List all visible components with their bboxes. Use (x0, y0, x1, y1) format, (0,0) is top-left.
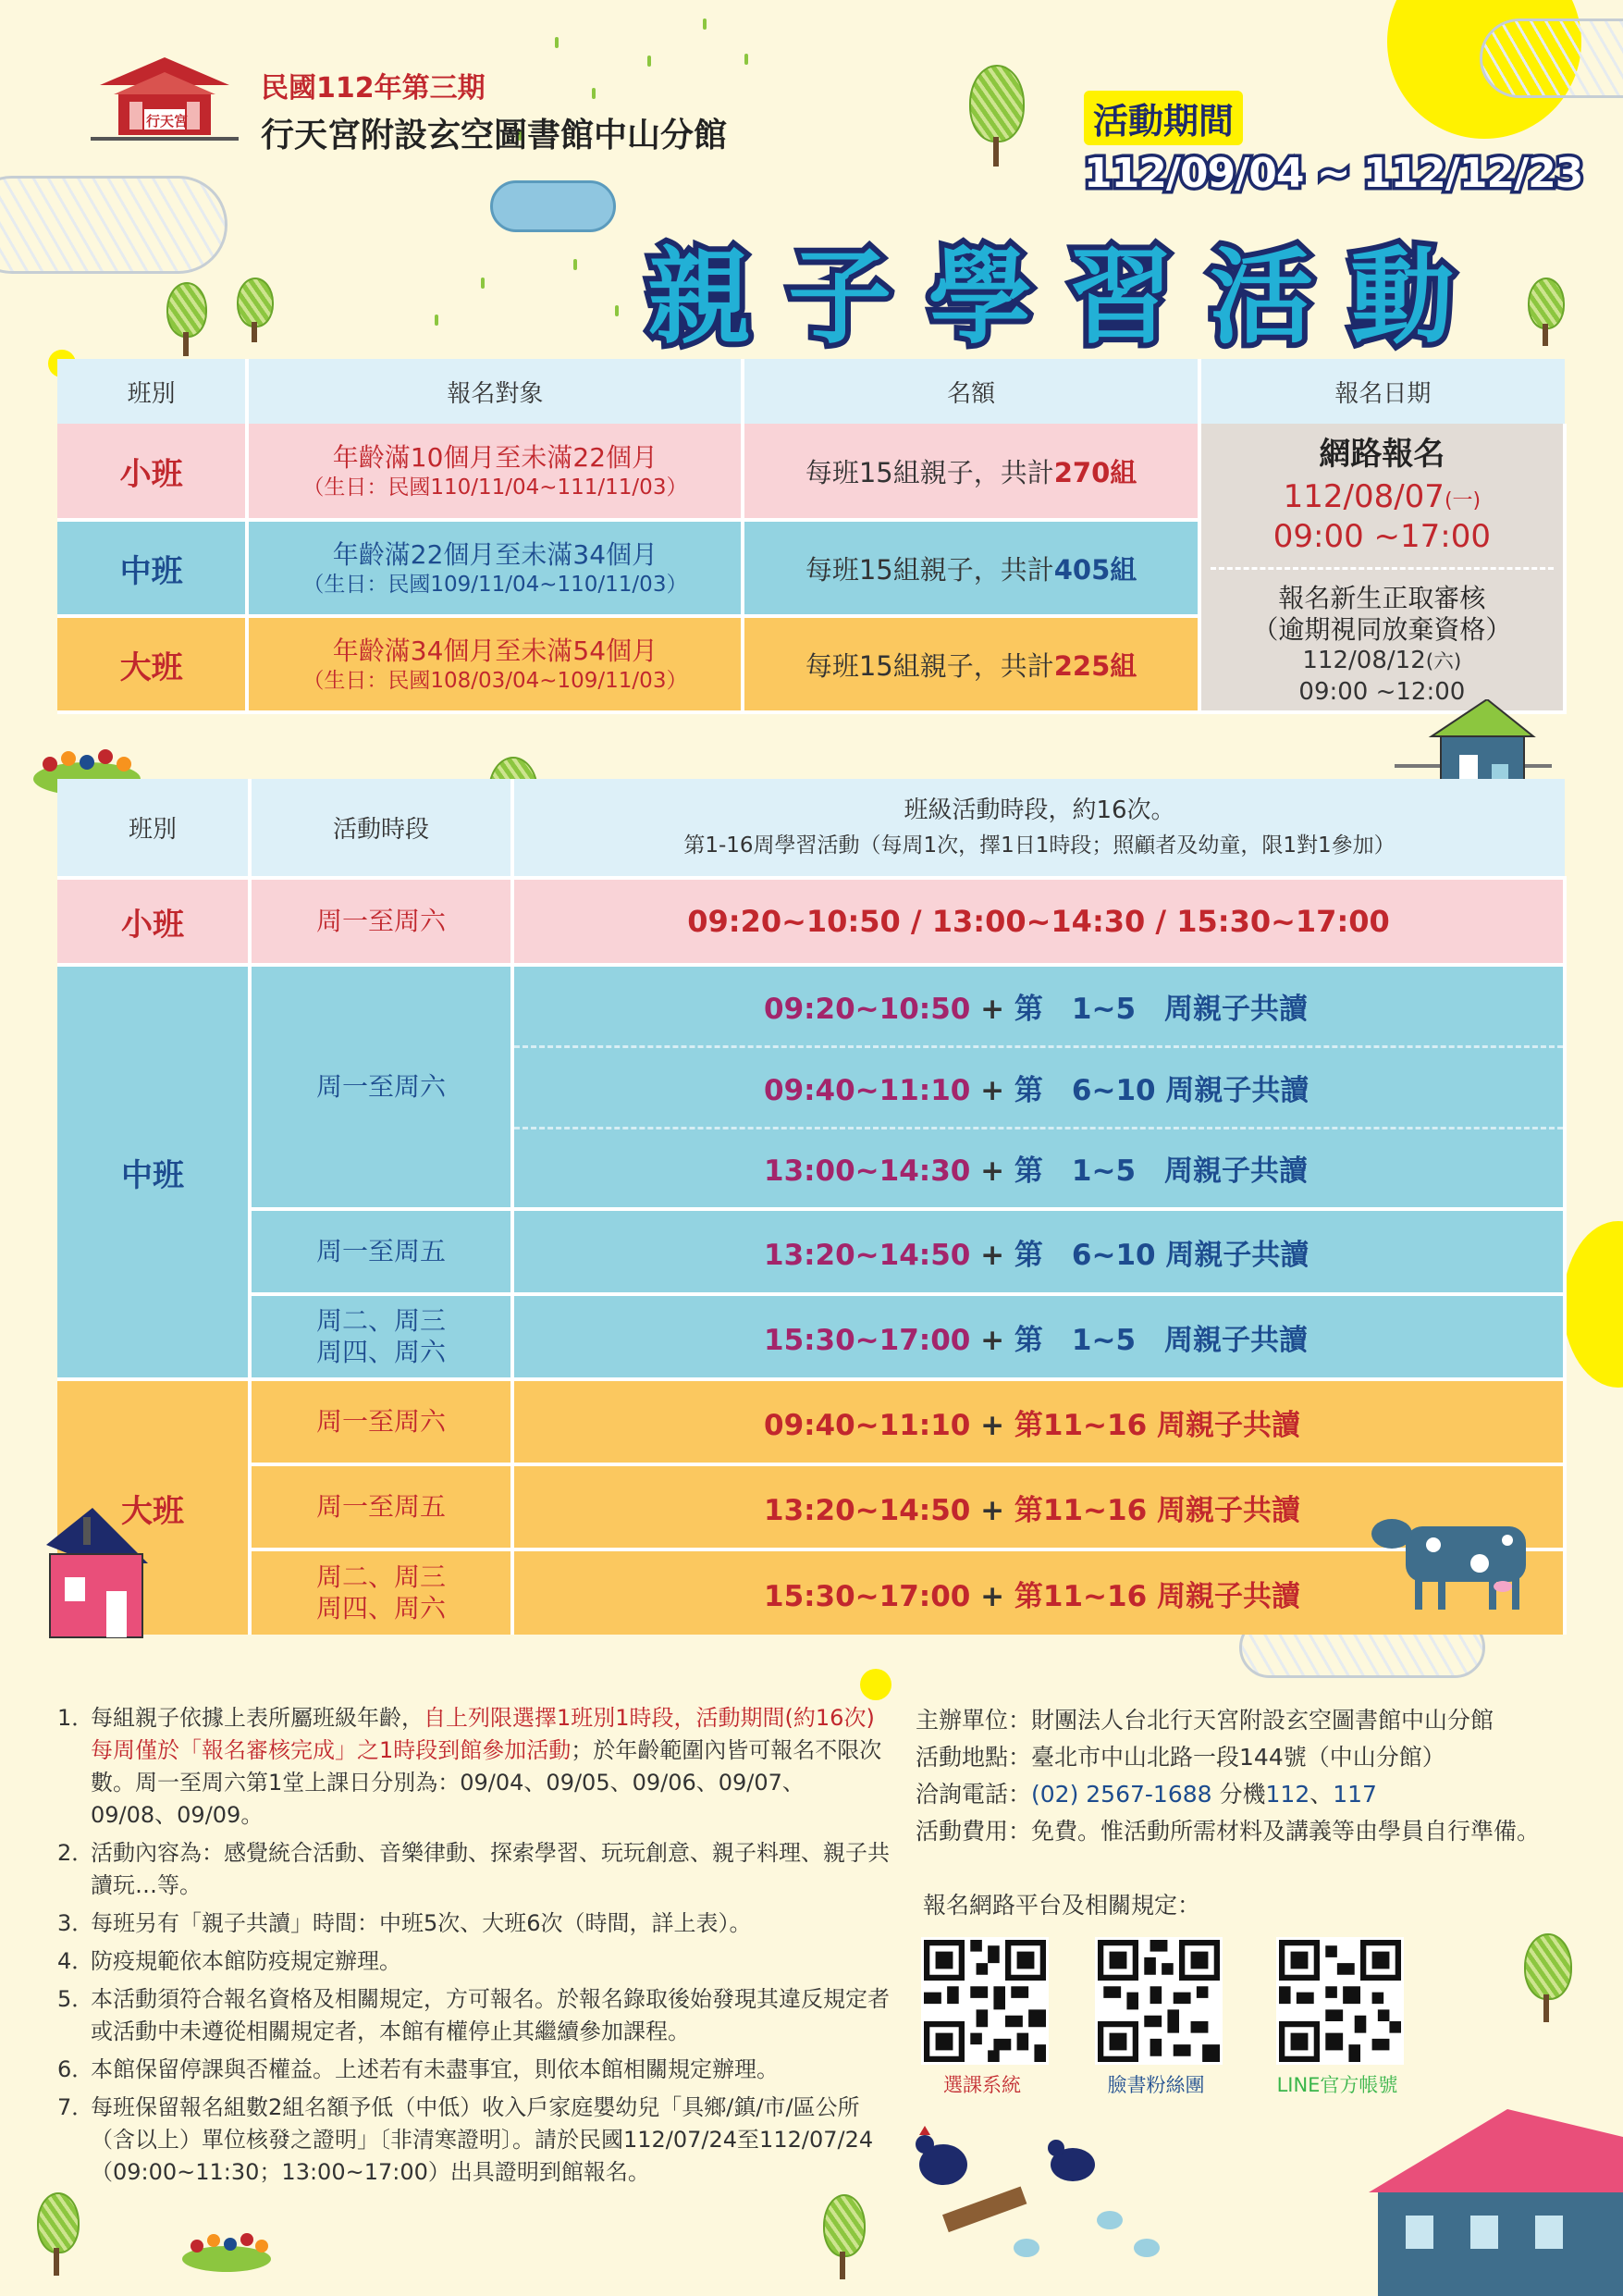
online-day: (一) (1444, 488, 1482, 512)
note-item (57, 1907, 890, 1940)
days: 周一至周六 (250, 1379, 512, 1464)
note-text: 每班保留報名組數2組名額予低（中低）收入戶家庭嬰幼兒「具鄉/鎮/市/區公所（含以上）單位核發之證明」〔非清寒證明〕。請於民國112/07/24至112/07/24（09:00~11:30；13:00~17:00）出具證明到館報名。 (91, 2094, 874, 2185)
days (250, 1294, 512, 1379)
phone (916, 1776, 1581, 1813)
note-text: 本館保留停課與否權益。上述若有未盡事宜，則依本館相關規定辦理。 (91, 2056, 779, 2082)
slot-week: 第11~16 周親子共讀 (1014, 1408, 1300, 1442)
plus: + (980, 1238, 1005, 1272)
table-row (57, 1464, 1565, 1549)
table-row (57, 1209, 1565, 1294)
review-day: (六) (1425, 649, 1462, 673)
review-note: （逾期視同放棄資格） (1252, 613, 1512, 645)
qr-code-course-system[interactable] (921, 1937, 1049, 2065)
days-line2: 周四、周六 (315, 1337, 446, 1367)
tree-decoration (37, 2192, 80, 2276)
qr-label-line: LINE官方帳號 (1276, 2074, 1398, 2096)
library-name: 行天宮附設玄空圖書館中山分館 (261, 116, 728, 154)
note-number: 4． (57, 1948, 94, 1974)
sessions-line2: 第1-16周學習活動（每周1次，擇1日1時段；照顧者及幼童，限1對1參加） (683, 833, 1396, 858)
note-item (57, 1837, 890, 1902)
online-date: 112/08/07 (1283, 477, 1445, 515)
schedule-table (57, 779, 1567, 1635)
slot-week: 第11~16 周親子共讀 (1014, 1493, 1300, 1527)
quota (743, 520, 1199, 616)
flowers-decoration (180, 2228, 273, 2274)
tree-decoration (1528, 278, 1565, 346)
rain-decoration (703, 19, 707, 30)
slot-week: 第 1~5 周親子共讀 (1014, 992, 1309, 1026)
quota-total: 405組 (1053, 553, 1137, 586)
cloud-decoration (1480, 19, 1623, 98)
note-text: 每班另有「親子共讀」時間：中班5次、大班6次（時間，詳上表）。 (91, 1910, 752, 1936)
event-info (916, 1702, 1581, 1850)
class-name: 大班 (57, 1379, 250, 1635)
cloud-decoration (0, 176, 227, 274)
header-target: 報名對象 (247, 359, 743, 424)
chickens-decoration (888, 2109, 1184, 2294)
online-reg-title: 網路報名 (1319, 435, 1445, 473)
slot-time: 09:40~11:10 (764, 1408, 971, 1442)
online-reg-date (1201, 479, 1563, 519)
quota-prefix: 每班15組親子，共計 (805, 456, 1054, 488)
tree-decoration (823, 2194, 866, 2279)
quota-prefix: 每班15組親子，共計 (805, 553, 1054, 586)
slot-time: 09:40~11:10 (764, 1073, 971, 1107)
plus: + (980, 1154, 1005, 1189)
plus: + (980, 992, 1005, 1026)
review-date-value: 112/08/12 (1302, 646, 1426, 674)
table-row (57, 1549, 1565, 1635)
sun-decoration (860, 1669, 891, 1700)
period-issue: 民國112年第三期 (261, 72, 486, 105)
age-range (247, 424, 743, 520)
fee (916, 1813, 1581, 1850)
period-label: 活動期間 (1084, 91, 1243, 145)
slot-time: 13:00~14:30 (764, 1154, 971, 1189)
organizer-label: 主辦單位： (916, 1707, 1032, 1734)
location-value: 臺北市中山北路一段144號（中山分館） (1031, 1744, 1445, 1771)
table-row (57, 1379, 1565, 1464)
cloud-decoration (490, 180, 616, 232)
note-text: 活動內容為：感覺統合活動、音樂律動、探索學習、玩玩創意、親子料理、親子共讀玩…等。 (91, 1840, 890, 1898)
qr-label-course-system: 選課系統 (943, 2074, 1021, 2096)
header-quota: 名額 (743, 359, 1199, 424)
fee-value: 免費。惟活動所需材料及講義等由學員自行準備。 (1031, 1818, 1541, 1845)
age-text: 年齡滿22個月至未滿34個月 (332, 539, 658, 570)
ext2: 117 (1333, 1781, 1377, 1808)
fee-label: 活動費用： (916, 1818, 1032, 1845)
review-title: 報名新生正取審核 (1278, 582, 1486, 613)
slot-week: 第 1~5 周親子共讀 (1014, 1323, 1309, 1357)
organizer (916, 1702, 1581, 1739)
plus: + (980, 1323, 1005, 1357)
tree-decoration (166, 282, 207, 356)
time-slot (512, 1209, 1565, 1294)
phone-number[interactable]: (02) 2567-1688 (1031, 1781, 1212, 1808)
location-label: 活動地點： (916, 1744, 1032, 1771)
table-row (57, 965, 1565, 1046)
review-time: 09:00 ~12:00 (1298, 677, 1466, 706)
quota (743, 616, 1199, 712)
birth-range: （生日：民國108/03/04~109/11/03） (302, 669, 688, 693)
slot-week: 第 6~10 周親子共讀 (1014, 1073, 1309, 1107)
birth-range: （生日：民國110/11/04~111/11/03） (302, 475, 688, 500)
tree-decoration (1524, 1933, 1572, 2022)
slot-time: 15:30~17:00 (764, 1323, 971, 1357)
note-item (57, 1945, 890, 1978)
note-text-a: 每組親子依據上表所屬班級年齡， (91, 1705, 424, 1731)
sessions-line1: 班級活動時段，約16次。 (904, 796, 1175, 824)
rain-decoration (744, 54, 748, 65)
header-reg-date: 報名日期 (1199, 359, 1565, 424)
plus: + (980, 1073, 1005, 1107)
qr-section-title: 報名網路平台及相關規定： (923, 1892, 1201, 1919)
big-house-decoration (1369, 2081, 1623, 2296)
rain-decoration (647, 56, 651, 67)
days: 周一至周五 (250, 1464, 512, 1549)
time-slot (512, 1379, 1565, 1464)
qr-code-facebook[interactable] (1095, 1937, 1223, 2065)
note-number: 1． (57, 1705, 94, 1731)
age-range (247, 616, 743, 712)
temple-logo (91, 48, 239, 152)
note-item (57, 2092, 890, 2189)
days-line2: 周四、周六 (315, 1593, 446, 1623)
slot-time: 15:30~17:00 (764, 1579, 971, 1613)
quota-total: 270組 (1053, 456, 1137, 488)
notes-list (57, 1702, 890, 2194)
time-slot (512, 1294, 1565, 1379)
header-period: 活動時段 (250, 779, 512, 878)
logo-text: 行天宮 (146, 113, 189, 130)
slot-week: 第 1~5 周親子共讀 (1014, 1154, 1309, 1189)
note-number: 7． (57, 2094, 94, 2120)
location (916, 1739, 1581, 1776)
note-text-c: ；於年齡範圍內皆可報名不限次數。周一至周六第1堂上課日分別為：09/04、09/05、09/06、09/07、09/08、09/09。 (91, 1737, 882, 1828)
note-number: 2． (57, 1840, 94, 1866)
note-item (57, 1702, 890, 1832)
quota-prefix: 每班15組親子，共計 (805, 649, 1054, 682)
red-house-decoration (37, 1462, 157, 1647)
rain-decoration (573, 259, 577, 270)
note-item (57, 2054, 890, 2086)
plus: + (980, 1408, 1005, 1442)
cow-decoration (1369, 1499, 1544, 1619)
rain-decoration (481, 278, 485, 289)
header-class: 班別 (57, 359, 247, 424)
time-slot (512, 1128, 1565, 1209)
note-item (57, 1983, 890, 2048)
slot-time: 13:20~14:50 (764, 1238, 971, 1272)
days: 周一至周六 (250, 965, 512, 1209)
slot-week: 第 6~10 周親子共讀 (1014, 1238, 1309, 1272)
table-row (57, 424, 1565, 520)
note-number: 6． (57, 2056, 94, 2082)
quota (743, 424, 1199, 520)
class-name: 大班 (57, 616, 247, 712)
note-text: 防疫規範依本館防疫規定辦理。 (91, 1948, 401, 1974)
table-row (57, 878, 1565, 965)
registration-table (57, 359, 1567, 714)
time-slots: 09:20~10:50 / 13:00~14:30 / 15:30~17:00 (512, 878, 1565, 965)
plus: + (980, 1579, 1005, 1613)
slot-time: 13:20~14:50 (764, 1493, 971, 1527)
quota-total: 225組 (1053, 649, 1137, 682)
class-name: 小班 (57, 424, 247, 520)
class-name: 小班 (57, 878, 250, 965)
tree-decoration (969, 65, 1025, 167)
slot-week: 第11~16 周親子共讀 (1014, 1579, 1300, 1613)
rain-decoration (555, 37, 559, 48)
ext-sep: 、 (1309, 1781, 1334, 1808)
ext1: 112 (1265, 1781, 1310, 1808)
rain-decoration (615, 305, 619, 316)
rain-decoration (592, 88, 596, 99)
slot-time: 09:20~10:50 (764, 992, 971, 1026)
period-dates: 112/09/04 ~ 112/12/23 (1084, 150, 1583, 197)
class-name: 中班 (57, 965, 250, 1379)
note-text-highlight: 自上列限選擇1班別1時段，活動期間(約16次)每周僅於「報名審核完成」之1時段到館參加活動 (91, 1705, 875, 1763)
registration-dates (1199, 424, 1565, 712)
note-number: 5． (57, 1986, 94, 2012)
rain-decoration (435, 315, 438, 326)
age-range (247, 520, 743, 616)
time-slot (512, 1046, 1565, 1128)
ext-label: 分機 (1211, 1781, 1266, 1808)
age-text: 年齡滿10個月至未滿22個月 (332, 442, 658, 473)
note-text (91, 1702, 890, 1832)
page-title: 親子學習活動 (647, 238, 1491, 358)
qr-code-line[interactable] (1276, 1937, 1404, 2065)
birth-range: （生日：民國109/11/04~110/11/03） (302, 573, 688, 597)
online-time: 09:00 ~17:00 (1273, 517, 1491, 555)
note-text: 本活動須符合報名資格及相關規定，方可報名。於報名錄取後始發現其違反規定者或活動中未遵從相關規定者，本館有權停止其繼續參加課程。 (91, 1986, 890, 2044)
header-sessions (512, 779, 1565, 878)
table-row (57, 1294, 1565, 1379)
note-number: 3． (57, 1910, 94, 1936)
days: 周一至周五 (250, 1209, 512, 1294)
organizer-value: 財團法人台北行天宮附設玄空圖書館中山分館 (1031, 1707, 1494, 1734)
phone-label: 洽詢電話： (916, 1781, 1032, 1808)
plus: + (980, 1493, 1005, 1527)
sun-decoration (1563, 1221, 1623, 1388)
tree-decoration (237, 278, 274, 342)
age-text: 年齡滿34個月至未滿54個月 (332, 636, 658, 666)
class-name: 中班 (57, 520, 247, 616)
qr-label-facebook: 臉書粉絲團 (1107, 2074, 1205, 2096)
days: 周一至周六 (250, 878, 512, 965)
review-date (1201, 646, 1563, 677)
days (250, 1549, 512, 1635)
days-line1: 周二、周三 (315, 1305, 446, 1336)
time-slot (512, 965, 1565, 1046)
header-class: 班別 (57, 779, 250, 878)
days-line1: 周二、周三 (315, 1562, 446, 1592)
